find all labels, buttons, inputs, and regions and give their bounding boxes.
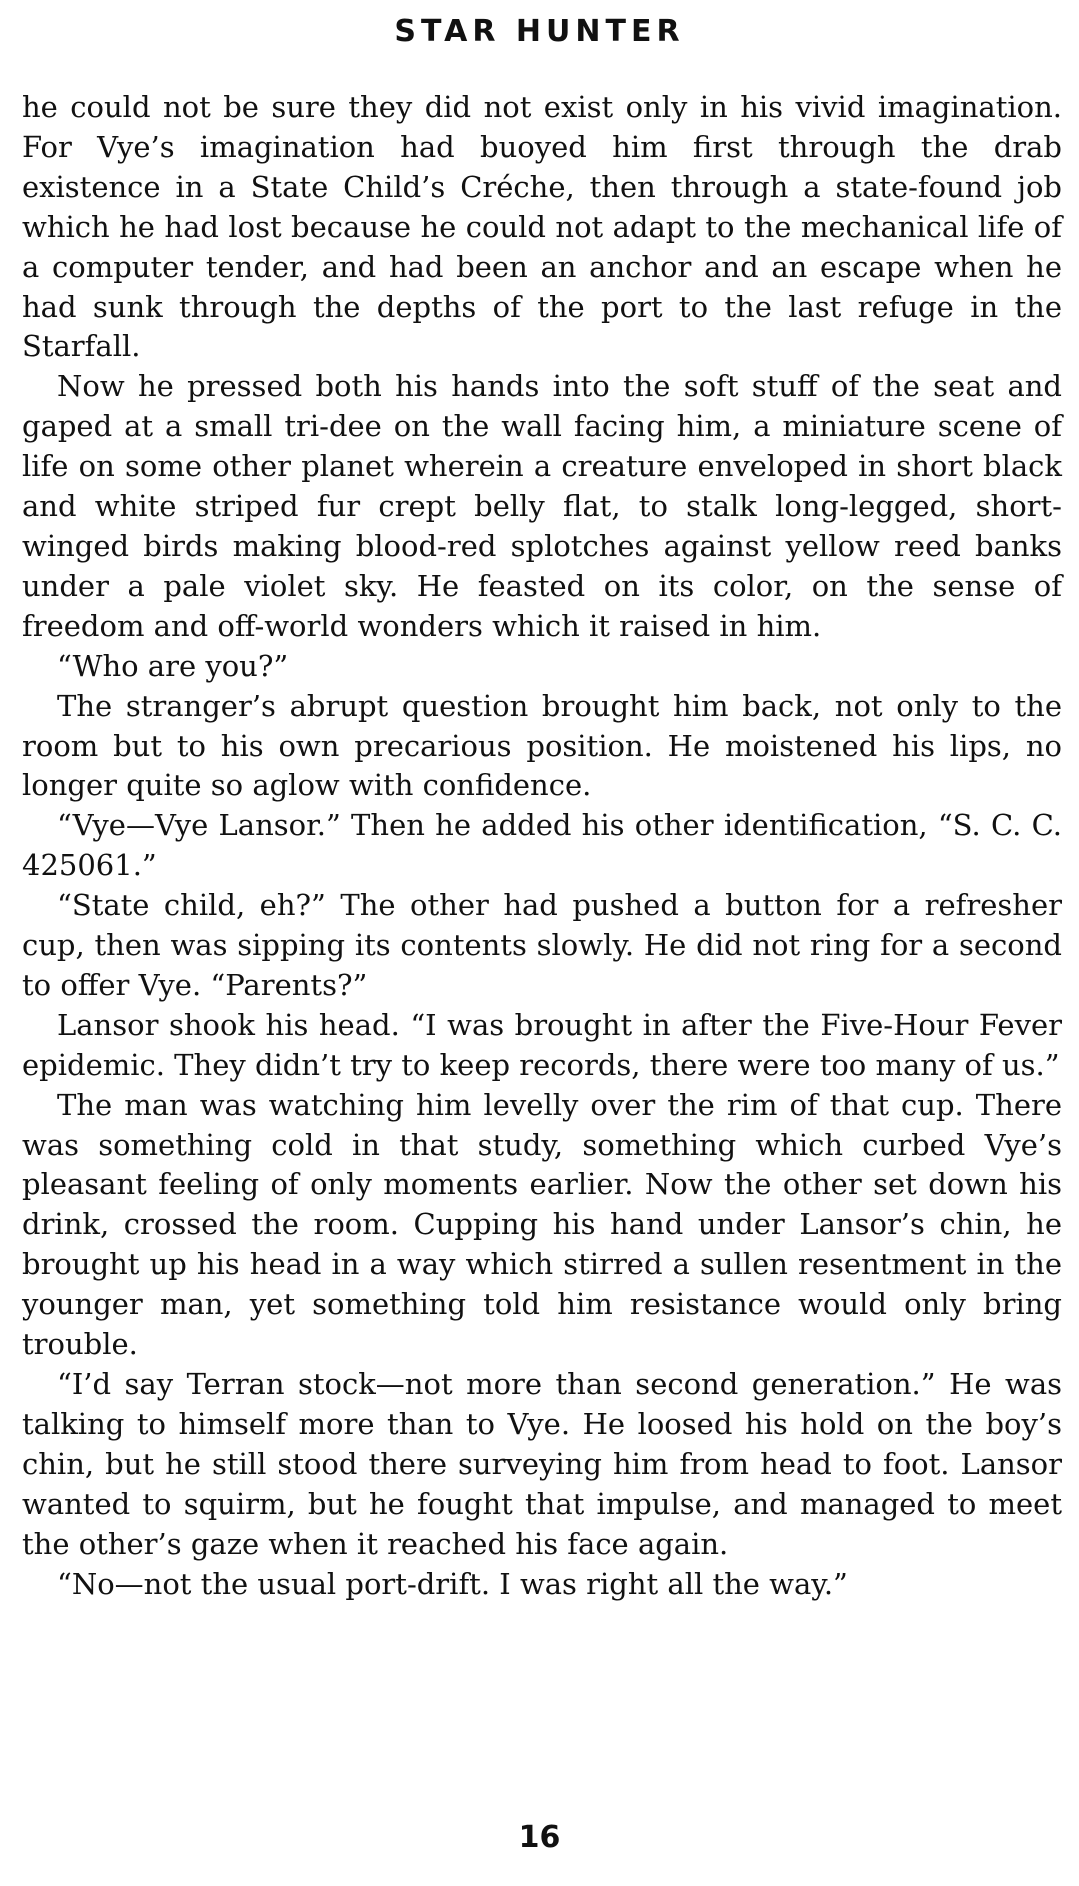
body-text (22, 88, 1062, 1604)
running-head: STAR HUNTER (394, 14, 685, 49)
paragraph: Now he pressed both his hands into the soft stuff of the seat and gaped at a small tri-dee on the wall facing him, a miniature scene of life on some other planet wherein a creature enveloped in short black and white striped fur crept belly flat, to stalk long-legged, short-winged birds making blood-red splotches against yellow reed banks under a pale violet sky. He feasted on its color, on the sense of freedom and off-world wonders which it raised in him. (22, 369, 1062, 643)
paragraph: “No—not the usual port-drift. I was right all the way.” (57, 1566, 848, 1601)
paragraph: “State child, eh?” The other had pushed a button for a refresher cup, then was sipping its contents slowly. He did not ring for a second to offer Vye. “Parents?” (22, 888, 1062, 1002)
paragraph: “Who are you?” (57, 648, 289, 683)
paragraph: “I’d say Terran stock—not more than second generation.” He was talking to himself more than to Vye. He loosed his hold on the boy’s chin, but he still stood there surveying him from head to foot. Lansor wanted to squirm, but he fought that impulse, and managed to meet the other’s gaze when it reached his face again. (22, 1367, 1062, 1561)
paragraph: The man was watching him levelly over the rim of that cup. There was something cold in that study, something which curbed Vye’s pleasant feeling of only moments earlier. Now the other set down his drink, crossed the room. Cupping his hand under Lansor’s chin, he brought up his head in a way which stirred a sullen resentment in the younger man, yet something told him resistance would only bring trouble. (22, 1087, 1062, 1362)
page-number: 16 (518, 1820, 561, 1855)
paragraph: “Vye—Vye Lansor.” Then he added his other identification, “S. C. C. 425061.” (22, 808, 1062, 883)
paragraph: he could not be sure they did not exist only in his vivid imagination. For Vye’s imagination had buoyed him first through the drab existence in a State Child’s Créche, then through a state-found job which he had lost because he could not adapt to the mechanical life of a computer tender, and had been an anchor and an escape when he had sunk through the depths of the port to the last refuge in the Starfall. (22, 90, 1062, 364)
paragraph: The stranger’s abrupt question brought him back, not only to the room but to his own precarious position. He moistened his lips, no longer quite so aglow with confidence. (22, 688, 1062, 803)
paragraph: Lansor shook his head. “I was brought in after the Five-Hour Fever epidemic. They didn’t try to keep records, there were too many of us.” (22, 1007, 1062, 1082)
